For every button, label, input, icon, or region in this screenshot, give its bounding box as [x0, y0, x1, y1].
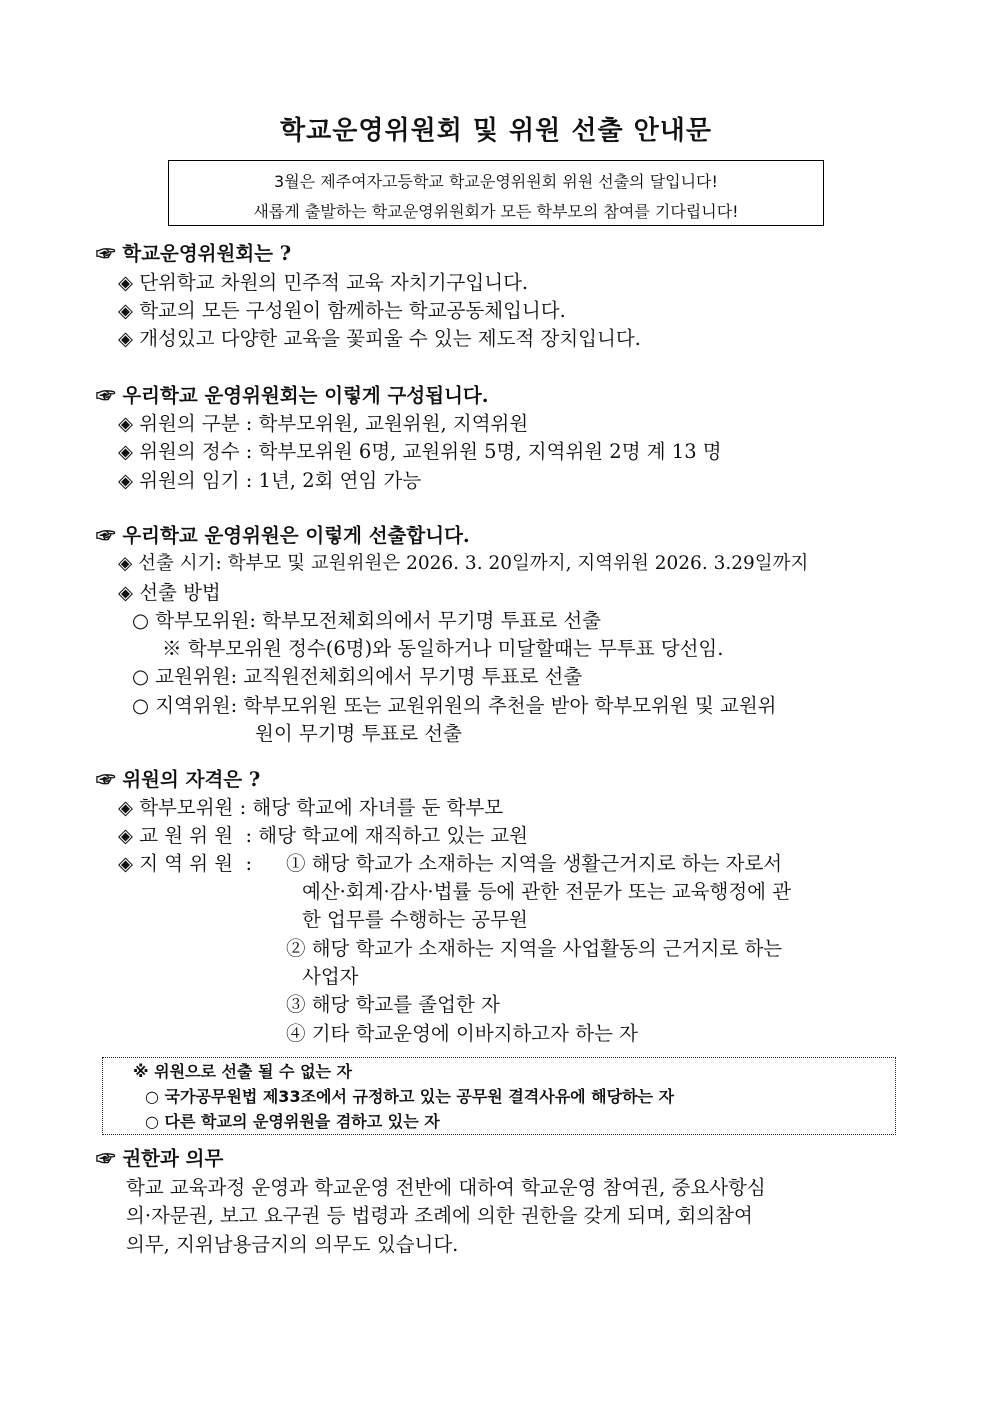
pointing-hand-icon: ☞	[96, 384, 116, 407]
reference-mark-icon: ※	[162, 637, 182, 660]
list-item-text: 학부모위원 : 해당 학교에 자녀를 둔 학부모	[139, 796, 504, 819]
intro-line-1: 3월은 제주여자고등학교 학교운영위원회 위원 선출의 달입니다!	[274, 172, 718, 191]
page-title: 학교운영위원회 및 위원 선출 안내문	[280, 116, 712, 146]
body-paragraph-line: 학교 교육과정 운영과 학교운영 전반에 대하여 학교운영 참여권, 중요사항심	[126, 1176, 766, 1199]
pointing-hand-icon: ☞	[96, 524, 116, 547]
diamond-bullet-icon: ◈	[118, 796, 133, 819]
body-paragraph-line: 의무, 지위남용금지의 의무도 있습니다.	[126, 1233, 459, 1256]
excluded-box	[102, 1057, 896, 1135]
sub-item	[132, 663, 582, 691]
diamond-bullet-icon: ◈	[118, 440, 133, 463]
list-item	[118, 297, 566, 325]
circle-bullet-icon: ○	[132, 694, 150, 717]
intro-line-2: 새롭게 출발하는 학교운영위원회가 모든 학부모의 참여를 기다립니다!	[253, 202, 739, 221]
section-1-heading	[96, 240, 291, 268]
list-item	[118, 579, 221, 607]
note-item	[162, 635, 723, 663]
intro-box	[168, 160, 824, 226]
qualification-line: 예산·회계·감사·법률 등에 관한 전문가 또는 교육행정에 관	[302, 880, 792, 903]
excluded-item-text: 국가공무원법 제33조에서 규정하고 있는 공무원 결격사유에 해당하는 자	[164, 1087, 675, 1106]
diamond-bullet-icon: ◈	[118, 852, 133, 875]
list-item-text: 단위학교 차원의 민주적 교육 자치기구입니다.	[139, 271, 529, 294]
list-item-text: 교 원 위 원 : 해당 학교에 재직하고 있는 교원	[139, 824, 528, 847]
diamond-bullet-icon: ◈	[118, 412, 133, 435]
pointing-hand-icon: ☞	[96, 768, 116, 791]
list-item-text: 위원의 임기 : 1년, 2회 연임 가능	[139, 469, 422, 492]
list-item	[118, 550, 808, 578]
list-item	[118, 794, 503, 822]
excluded-item	[145, 1110, 440, 1134]
excluded-title: 위원으로 선출 될 수 없는 자	[154, 1062, 353, 1081]
section-2-title: 우리학교 운영위원회는 이렇게 구성됩니다.	[122, 384, 489, 407]
diamond-bullet-icon: ◈	[118, 327, 133, 350]
circle-bullet-icon: ○	[132, 665, 150, 688]
list-item-text: 위원의 정수 : 학부모위원 6명, 교원위원 5명, 지역위원 2명 계 13 명	[139, 440, 722, 463]
qualification-line: ③ 해당 학교를 졸업한 자	[286, 993, 500, 1016]
list-item	[118, 410, 528, 438]
excluded-heading	[133, 1060, 352, 1084]
diamond-bullet-icon: ◈	[118, 271, 133, 294]
list-item	[118, 467, 421, 495]
excluded-item	[145, 1085, 674, 1109]
list-item-text: 위원의 구분 : 학부모위원, 교원위원, 지역위원	[139, 412, 529, 435]
body-paragraph-line: 의·자문권, 보고 요구권 등 법령과 조례에 의한 권한을 갖게 되며, 회의참여	[126, 1204, 753, 1227]
circle-bullet-icon: ○	[145, 1112, 159, 1131]
circle-bullet-icon: ○	[145, 1087, 159, 1106]
list-item-label: 지 역 위 원 :	[139, 852, 253, 875]
list-item	[118, 325, 641, 353]
qualification-line: ① 해당 학교가 소재하는 지역을 생활근거지로 하는 자로서	[286, 852, 783, 875]
sub-item-text: 학부모위원: 학부모전체회의에서 무기명 투표로 선출	[155, 609, 601, 632]
section-3-heading	[96, 522, 470, 550]
pointing-hand-icon: ☞	[96, 242, 116, 265]
diamond-bullet-icon: ◈	[118, 299, 133, 322]
circle-bullet-icon: ○	[132, 609, 150, 632]
diamond-bullet-icon: ◈	[118, 469, 133, 492]
qualification-line: 사업자	[302, 965, 359, 988]
sub-item-text: 지역위원: 학부모위원 또는 교원위원의 추천을 받아 학부모위원 및 교원위	[155, 694, 777, 717]
section-1-title: 학교운영위원회는 ?	[122, 242, 292, 265]
list-item	[118, 438, 722, 466]
selection-timing: 선출 시기: 학부모 및 교원위원은 2026. 3. 20일까지, 지역위원 2026. 3.29일까지	[138, 553, 809, 574]
note-text: 학부모위원 정수(6명)와 동일하거나 미달할때는 무투표 당선임.	[187, 637, 724, 660]
reference-mark-icon: ※	[133, 1062, 149, 1081]
sub-item	[132, 607, 601, 635]
section-5-title: 권한과 의무	[122, 1147, 224, 1170]
section-4-title: 위원의 자격은 ?	[122, 768, 261, 791]
list-item-text: 학교의 모든 구성원이 함께하는 학교공동체입니다.	[139, 299, 566, 322]
diamond-bullet-icon: ◈	[118, 553, 133, 574]
section-2-heading	[96, 382, 489, 410]
sub-item-text: 교원위원: 교직원전체회의에서 무기명 투표로 선출	[155, 665, 583, 688]
list-item-text: 개성있고 다양한 교육을 꽃피울 수 있는 제도적 장치입니다.	[139, 327, 641, 350]
qualification-line: ④ 기타 학교운영에 이바지하고자 하는 자	[286, 1022, 638, 1045]
pointing-hand-icon: ☞	[96, 1147, 116, 1170]
list-item	[118, 269, 528, 297]
qualification-line: ② 해당 학교가 소재하는 지역을 사업활동의 근거지로 하는	[286, 937, 783, 960]
list-item	[118, 850, 252, 878]
section-4-heading	[96, 766, 260, 794]
list-item	[118, 822, 528, 850]
qualification-line: 한 업무를 수행하는 공무원	[302, 908, 528, 931]
excluded-item-text: 다른 학교의 운영위원을 겸하고 있는 자	[164, 1112, 440, 1131]
sub-item-continuation: 원이 무기명 투표로 선출	[255, 722, 462, 745]
diamond-bullet-icon: ◈	[118, 581, 133, 604]
section-3-title: 우리학교 운영위원은 이렇게 선출합니다.	[122, 524, 470, 547]
sub-item	[132, 692, 777, 720]
selection-method: 선출 방법	[139, 581, 221, 604]
section-5-heading	[96, 1145, 223, 1173]
diamond-bullet-icon: ◈	[118, 824, 133, 847]
